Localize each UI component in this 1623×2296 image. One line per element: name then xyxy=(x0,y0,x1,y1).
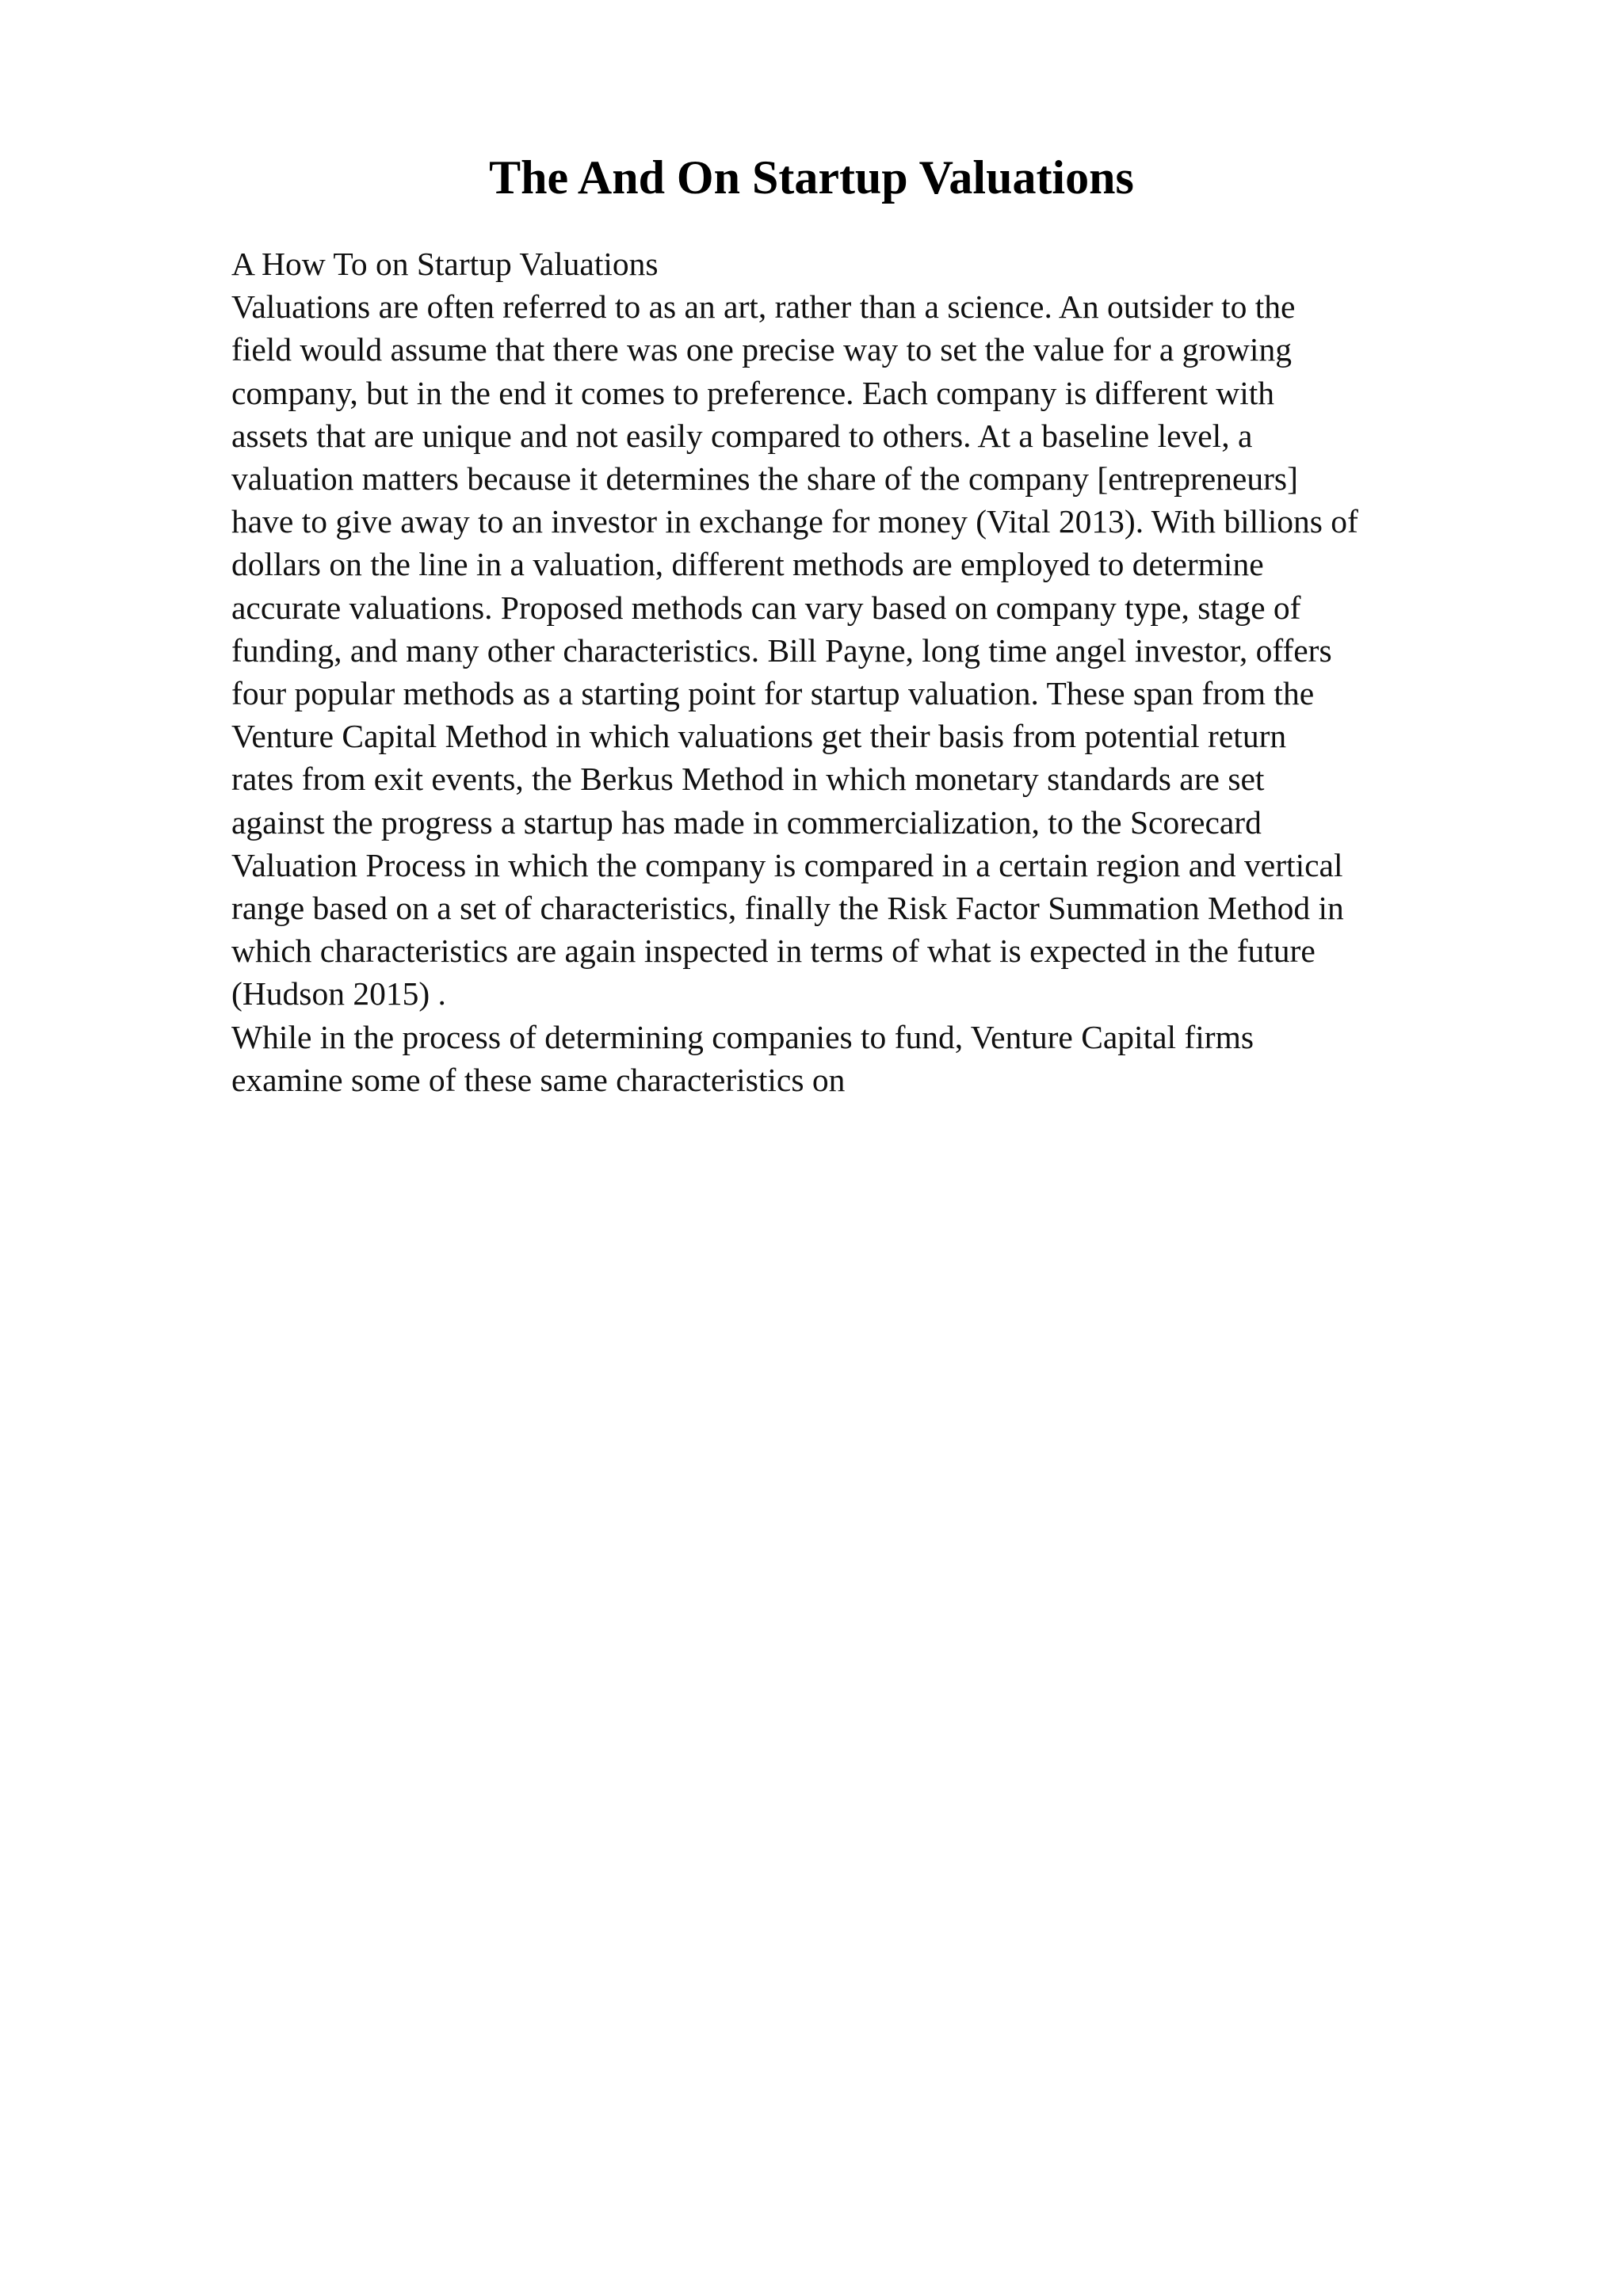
body-line: Valuation Process in which the company is compared in a certain region and vertical xyxy=(231,846,1343,883)
body-line: have to give away to an investor in exchange for money (Vital 2013). With billions of xyxy=(231,503,1358,540)
body-line: range based on a set of characteristics, finally the Risk Factor Summation Method in xyxy=(231,890,1344,927)
body-line: funding, and many other characteristics. Bill Payne, long time angel investor, offers xyxy=(231,631,1332,669)
body-line: dollars on the line in a valuation, different methods are employed to determine xyxy=(231,546,1264,583)
body-line: four popular methods as a starting point for startup valuation. These span from the xyxy=(231,675,1315,712)
body-line: valuation matters because it determines the share of the company [entrepreneurs] xyxy=(231,460,1298,498)
body-line: which characteristics are again inspected in terms of what is expected in the future xyxy=(231,933,1316,970)
body-line: While in the process of determining companies to fund, Venture Capital firms xyxy=(231,1018,1254,1055)
body-line: Venture Capital Method in which valuations get their basis from potential return xyxy=(231,718,1287,755)
document-body xyxy=(231,242,1515,1101)
body-line: company, but in the end it comes to preference. Each company is different with xyxy=(231,374,1275,411)
body-line: against the progress a startup has made in commercialization, to the Scorecard xyxy=(231,803,1262,841)
document-title: The And On Startup Valuations xyxy=(489,151,1134,204)
body-line: assets that are unique and not easily compared to others. At a baseline level, a xyxy=(231,417,1253,454)
body-line: (Hudson 2015) . xyxy=(231,975,446,1013)
subtitle-line: A How To on Startup Valuations xyxy=(231,246,659,282)
body-line: Valuations are often referred to as an art, rather than a science. An outsider to the xyxy=(231,288,1296,326)
body-line: field would assume that there was one precise way to set the value for a growing xyxy=(231,331,1292,368)
body-line: rates from exit events, the Berkus Method in which monetary standards are set xyxy=(231,761,1265,798)
body-line: examine some of these same characteristics on xyxy=(231,1061,846,1098)
body-line: accurate valuations. Proposed methods can vary based on company type, stage of xyxy=(231,589,1301,626)
